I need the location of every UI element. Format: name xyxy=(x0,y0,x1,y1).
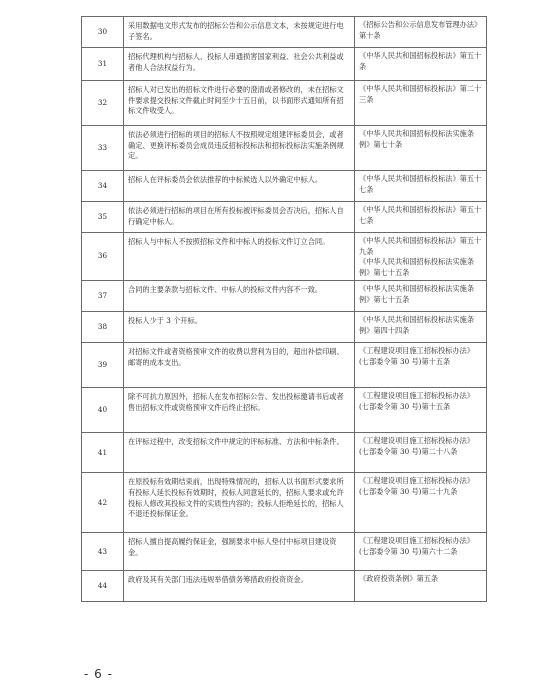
regulation-table xyxy=(81,16,487,602)
violation-description: 依法必须进行招标的项目在所有投标被评标委员会否决后，招标人自行确定中标人。 xyxy=(124,202,355,233)
violation-description: 在原投标有效期结束前，出现特殊情况的，招标人以书面形式要求所有投标人延长投标有效期时，投标人同意延长的，招标人要求或允许投标人修改其投标文件的实质性内容的；投标人拒绝延长的，招标人不退还投标保证金。 xyxy=(124,473,355,533)
row-number: 40 xyxy=(82,388,124,433)
violation-description: 依法必须进行招标的项目的招标人不按照规定组建评标委员会，或者确定、更换评标委员会成员违反招标投标法和招标投标法实施条例规定。 xyxy=(124,126,355,171)
table-row xyxy=(82,312,487,343)
legal-basis: 《招标公告和公示信息发布管理办法》第十条 xyxy=(355,17,487,48)
row-number: 38 xyxy=(82,312,124,343)
violation-description: 招标人与中标人不按照招标文件和中标人的投标文件订立合同。 xyxy=(124,233,355,281)
table-row xyxy=(82,17,487,48)
row-number: 44 xyxy=(82,571,124,602)
row-number: 35 xyxy=(82,202,124,233)
legal-basis: 《工程建设项目施工招标投标办法》(七部委令第 30 号)第十五条 xyxy=(355,388,487,433)
table-row xyxy=(82,571,487,602)
table-row xyxy=(82,202,487,233)
table-row xyxy=(82,126,487,171)
row-number: 36 xyxy=(82,233,124,281)
row-number: 43 xyxy=(82,533,124,571)
violation-description: 合同的主要条款与招标文件、中标人的投标文件内容不一致。 xyxy=(124,281,355,312)
row-number: 33 xyxy=(82,126,124,171)
violation-description: 投标人少于 3 个开标。 xyxy=(124,312,355,343)
legal-basis: 《政府投资条例》第五条 xyxy=(355,571,487,602)
table-row xyxy=(82,473,487,533)
row-number: 39 xyxy=(82,343,124,388)
row-number: 41 xyxy=(82,433,124,473)
table-row xyxy=(82,533,487,571)
violation-description: 政府及其有关部门违法违规举借债务筹措政府投资资金。 xyxy=(124,571,355,602)
table-body xyxy=(82,17,487,602)
legal-basis: 《中华人民共和国招标投标法实施条例》第七十五条 xyxy=(355,281,487,312)
violation-description: 招标人擅自提高履约保证金，强制要求中标人垫付中标项目建设资金。 xyxy=(124,533,355,571)
table-row xyxy=(82,388,487,433)
table-row xyxy=(82,433,487,473)
legal-basis: 《工程建设项目施工招标投标办法》(七部委令第 30 号)第二十九条 xyxy=(355,473,487,533)
legal-basis: 《中华人民共和国招标投标法》第五十九条 《中华人民共和国招标投标法实施条例》第七十五条 xyxy=(355,233,487,281)
legal-basis: 《中华人民共和国招标投标法》第五十七条 xyxy=(355,171,487,202)
violation-description: 招标代理机构与招标人、投标人串通损害国家利益、社会公共利益或者他人合法权益行为。 xyxy=(124,48,355,81)
legal-basis: 《中华人民共和国招标投标法》第五十七条 xyxy=(355,202,487,233)
table-row xyxy=(82,281,487,312)
table-row xyxy=(82,171,487,202)
table-row xyxy=(82,48,487,81)
page-number: - 6 - xyxy=(84,667,113,681)
table-row xyxy=(82,343,487,388)
legal-basis: 《工程建设项目施工招标投标办法》(七部委令第 30 号)第六十二条 xyxy=(355,533,487,571)
legal-basis: 《工程建设项目施工招标投标办法》(七部委令第 30 号)第二十八条 xyxy=(355,433,487,473)
violation-description: 在评标过程中，改变招标文件中规定的评标标准、方法和中标条件。 xyxy=(124,433,355,473)
legal-basis: 《工程建设项目施工招标投标办法》(七部委令第 30 号)第十五条 xyxy=(355,343,487,388)
row-number: 30 xyxy=(82,17,124,48)
violation-description: 招标人在评标委员会依法推荐的中标候选人以外确定中标人。 xyxy=(124,171,355,202)
row-number: 42 xyxy=(82,473,124,533)
legal-basis: 《中华人民共和国招标投标法》第五十条 xyxy=(355,48,487,81)
violation-description: 招标人对已发出的招标文件进行必要的澄清或者修改的，未在招标文件要求提交投标文件截止时间至少十五日前，以书面形式通知所有招标文件收受人。 xyxy=(124,81,355,126)
row-number: 32 xyxy=(82,81,124,126)
row-number: 37 xyxy=(82,281,124,312)
legal-basis: 《中华人民共和国招标投标法》第二十三条 xyxy=(355,81,487,126)
legal-basis: 《中华人民共和国招标投标法实施条例》第七十条 xyxy=(355,126,487,171)
row-number: 31 xyxy=(82,48,124,81)
legal-basis: 《中华人民共和国招标投标法实施条例》第四十四条 xyxy=(355,312,487,343)
table-row xyxy=(82,81,487,126)
violation-description: 采用数据电文形式发布的招标公告和公示信息文本，未按规定进行电子签名。 xyxy=(124,17,355,48)
table-row xyxy=(82,233,487,281)
violation-description: 对招标文件或者资格预审文件的收费以营利为目的，超出补偿印刷、邮寄的成本支出。 xyxy=(124,343,355,388)
row-number: 34 xyxy=(82,171,124,202)
violation-description: 除不可抗力原因外，招标人在发布招标公告、发出投标邀请书后或者售出招标文件或资格预审文件后终止招标。 xyxy=(124,388,355,433)
